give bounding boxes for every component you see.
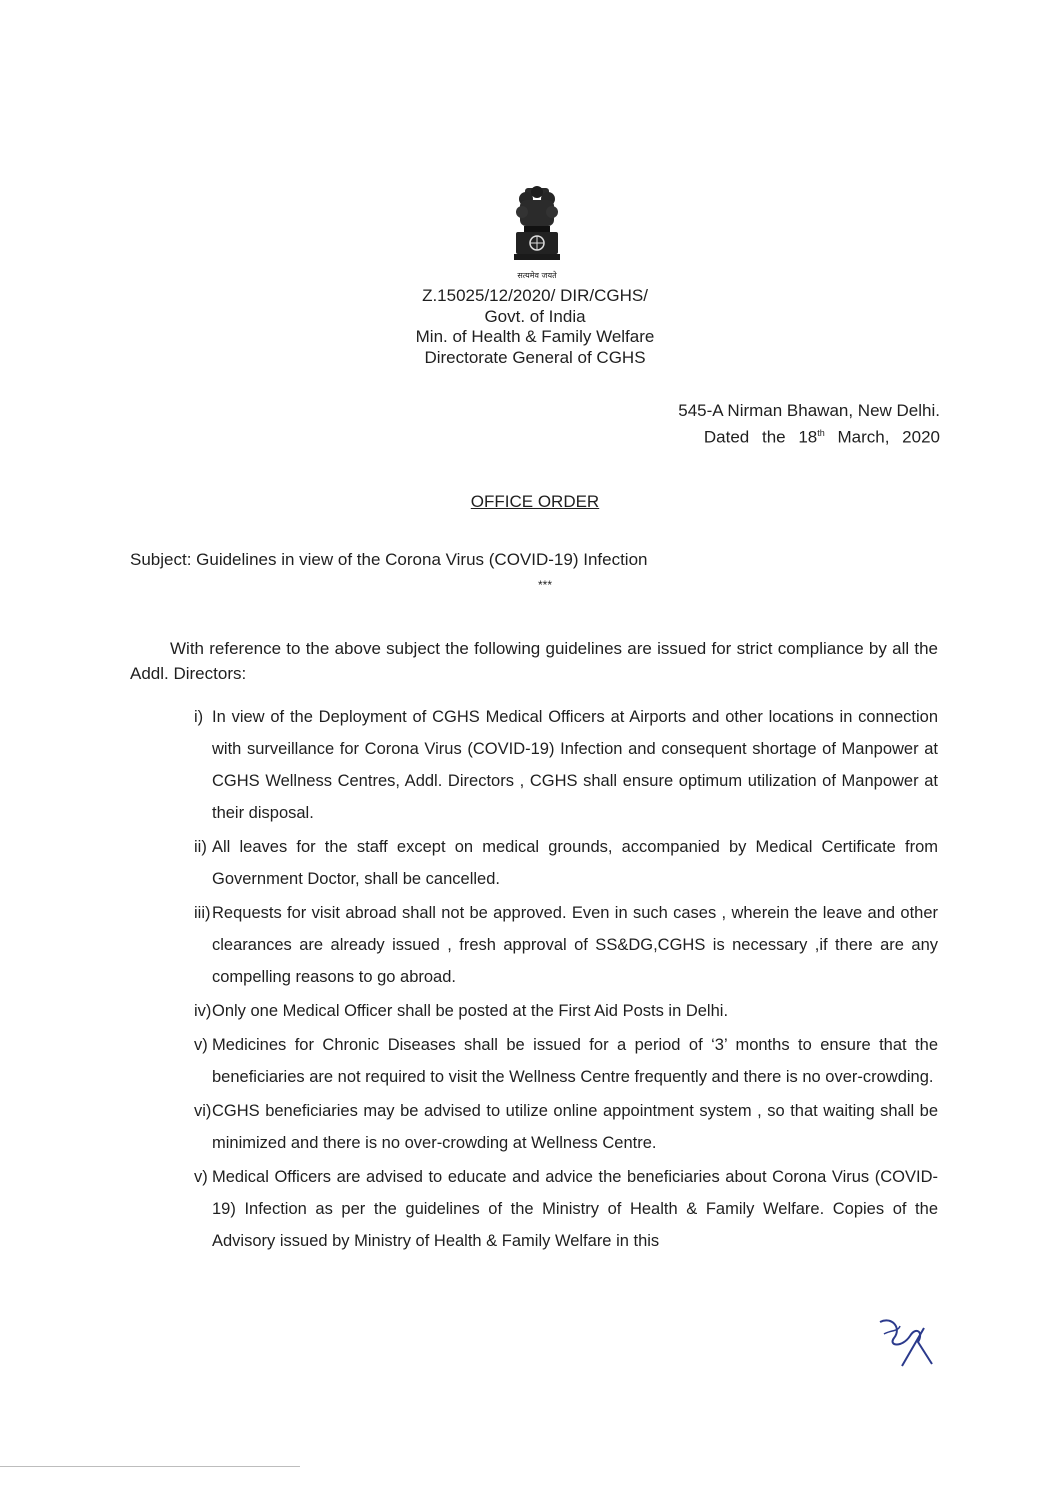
scan-artifact-line <box>0 1466 300 1467</box>
guidelines-list <box>194 701 938 1259</box>
item-number: v) <box>194 1168 208 1186</box>
item-text: Medicines for Chronic Diseases shall be issued for a period of ‘3’ months to ensure that the beneficiaries are not required to visit the Wellness Centre frequently and there is no over-crowding. <box>212 1036 938 1086</box>
letter-date: Dated the 18th March, 2020 <box>703 427 940 447</box>
list-item <box>194 995 938 1027</box>
reference-number: Z.15025/12/2020/ DIR/CGHS/ <box>422 286 648 305</box>
office-location: 545-A Nirman Bhawan, New Delhi. <box>678 401 940 420</box>
item-text: Medical Officers are advised to educate and advice the beneficiaries about Corona Virus (COVID-19) Infection as per the guidelines of the Ministry of Health & Family Welfare. Copies of the Advisory issued by Ministry of Health & Family Welfare in this <box>212 1168 938 1250</box>
ministry-name: Min. of Health & Family Welfare <box>415 327 655 346</box>
item-number: iv) <box>194 1002 212 1020</box>
item-text: All leaves for the staff except on medical grounds, accompanied by Medical Certificate from Government Doctor, shall be cancelled. <box>212 838 938 888</box>
intro-paragraph: With reference to the above subject the following guidelines are issued for strict compliance by all the Addl. Directors: <box>130 639 938 683</box>
item-text: In view of the Deployment of CGHS Medical Officers at Airports and other locations in connection with surveillance for Corona Virus (COVID-19) Infection and consequent shortage of Manpower at CGHS Wellness Centres, Addl. Directors , CGHS shall ensure optimum utilization of Manpower at their disposal. <box>212 708 938 822</box>
separator-stars: *** <box>538 578 553 592</box>
item-text: CGHS beneficiaries may be advised to utilize online appointment system , so that waiting shall be minimized and there is no over-crowding at Wellness Centre. <box>212 1102 938 1152</box>
national-emblem-icon <box>498 182 576 284</box>
item-number: iii) <box>194 904 211 922</box>
svg-text:सत्यमेव जयते: सत्यमेव जयते <box>517 271 557 280</box>
letter-header <box>380 286 690 368</box>
list-item <box>194 1095 938 1159</box>
directorate-name: Directorate General of CGHS <box>424 347 646 367</box>
item-number: ii) <box>194 838 207 856</box>
list-item <box>194 831 938 895</box>
list-item <box>194 701 938 829</box>
list-item <box>194 1161 938 1257</box>
document-title: OFFICE ORDER <box>470 492 600 511</box>
government-name: Govt. of India <box>484 306 586 326</box>
list-item <box>194 1029 938 1093</box>
item-number: i) <box>194 708 204 726</box>
item-text: Requests for visit abroad shall not be approved. Even in such cases , wherein the leave and other clearances are already issued , fresh approval of SS&DG,CGHS is necessary ,if there are any compelling reasons to go abroad. <box>212 904 938 986</box>
signature-icon <box>872 1314 944 1370</box>
item-text: Only one Medical Officer shall be posted at the First Aid Posts in Delhi. <box>212 1002 729 1020</box>
address-block <box>678 400 940 449</box>
subject-line: Subject: Guidelines in view of the Corona Virus (COVID-19) Infection <box>130 550 648 569</box>
item-number: vi) <box>194 1102 212 1120</box>
item-number: v) <box>194 1036 208 1054</box>
list-item <box>194 897 938 993</box>
